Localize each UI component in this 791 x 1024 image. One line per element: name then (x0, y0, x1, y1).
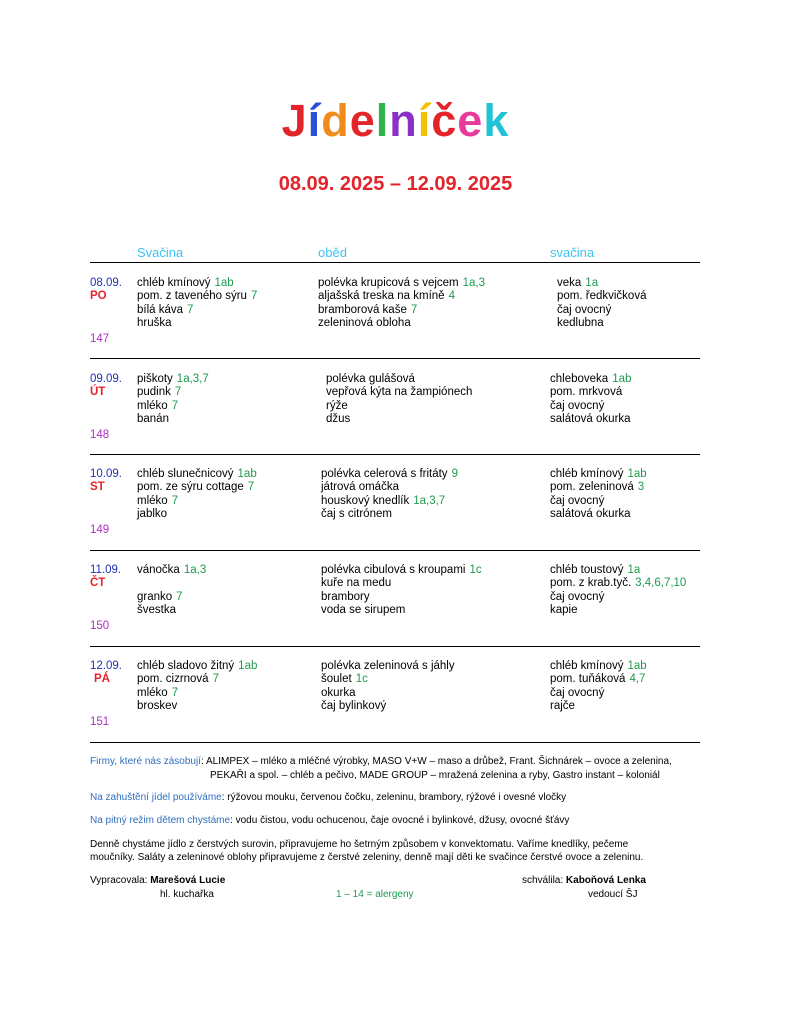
menu-item (137, 673, 257, 686)
dish-name: čaj ovocný (550, 686, 605, 699)
menu-item (318, 304, 485, 317)
day-name: PÁ (94, 673, 110, 686)
day-date: 10.09. (90, 468, 122, 480)
drinking-text: : vodu čistou, vodu ochucenou, čaje ovocné i bylinkové, džusy, ovocné šťávy (230, 815, 570, 826)
afternoon-snack-cell (550, 564, 686, 618)
menu-item (137, 508, 257, 521)
dish-name: šoulet (321, 673, 352, 686)
menu-item (550, 591, 686, 604)
menu-item (550, 700, 647, 713)
suppliers-text-1: : ALIMPEX – mléko a mléčné výrobky, MASO V+W – maso a drůbež, Frant. Šichnárek – ovoce a zelenina, (200, 756, 672, 767)
menu-item (137, 564, 206, 577)
prepared-by (90, 874, 225, 888)
menu-item (326, 400, 472, 413)
menu-item (557, 304, 646, 317)
dish-name: kuře na medu (321, 577, 392, 590)
menu-item (137, 481, 257, 494)
divider (90, 646, 700, 647)
menu-item (321, 687, 455, 700)
lunch-cell (321, 660, 455, 714)
dish-name: jablko (137, 508, 168, 521)
allergen-codes: 7 (171, 494, 179, 507)
lunch-cell (321, 468, 458, 522)
menu-item (137, 373, 209, 386)
day-label (90, 660, 122, 687)
dish-name: voda se sirupem (321, 604, 406, 617)
dish-name: čaj ovocný (550, 590, 605, 603)
afternoon-snack-cell (557, 277, 646, 331)
menu-item (137, 400, 209, 413)
dish-name: vepřová kýta na žampiónech (326, 386, 473, 399)
dish-name: chléb kmínový (550, 468, 624, 480)
menu-item (137, 277, 257, 290)
morning-snack-cell (137, 660, 257, 714)
dish-name: chléb toustový (550, 564, 624, 576)
dish-name: čaj bylinkový (321, 700, 387, 713)
menu-item (137, 660, 257, 673)
menu-item (321, 564, 482, 577)
dish-name: aljašská treska na kmíně (318, 290, 445, 303)
dish-name: játrová omáčka (321, 481, 399, 494)
morning-snack-cell (137, 564, 206, 618)
divider (90, 262, 700, 263)
dish-name: broskev (137, 700, 178, 713)
day-name: ÚT (90, 386, 106, 399)
allergens-legend: 1 – 14 = alergeny (336, 889, 414, 900)
afternoon-snack-cell (550, 468, 647, 522)
menu-item (326, 413, 472, 426)
menu-item (326, 386, 472, 399)
dish-name: salátová okurka (550, 508, 631, 521)
drinking-label: Na pitný režim dětem chystáme (90, 815, 231, 826)
note-line-2: moučníky. Saláty a zeleninové oblohy připravujeme z čerstvé zeleniny, denně mají děti ke svačince čerstvé ovoce a zeleninu. (90, 852, 644, 863)
dish-name: polévka krupicová s vejcem (318, 277, 459, 289)
menu-number: 147 (90, 332, 110, 345)
day-label (90, 468, 122, 495)
menu-item (321, 481, 458, 494)
menu-item (137, 317, 257, 330)
allergen-codes: 7 (171, 399, 179, 412)
menu-item (326, 373, 472, 386)
allergen-codes: 3,4,6,7,10 (635, 577, 687, 590)
dish-name: mléko (137, 686, 168, 699)
allergen-codes: 1ab (237, 468, 257, 480)
menu-item (550, 687, 647, 700)
menu-item (321, 591, 482, 604)
dish-name: čaj ovocný (550, 494, 605, 507)
dish-name: veka (557, 277, 582, 289)
dish-name: banán (137, 413, 169, 426)
menu-item (321, 660, 455, 673)
title-letter: e (349, 95, 376, 146)
dish-name: pom. ředkvičková (557, 290, 647, 303)
dish-name: pom. z krab.tyč. (550, 577, 632, 590)
dish-name: pudink (137, 386, 171, 399)
title-letter: č (431, 95, 458, 146)
allergen-codes: 1ab (627, 468, 647, 480)
day-date: 08.09. (90, 277, 122, 289)
title-letter: d (321, 95, 350, 146)
dish-name: mléko (137, 399, 168, 412)
dish-name: pom. z taveného sýru (137, 290, 247, 303)
menu-item (550, 495, 647, 508)
menu-item (318, 317, 485, 330)
allergen-codes: 7 (174, 386, 182, 399)
dish-name: brambory (321, 590, 370, 603)
dish-name: chléb slunečnicový (137, 468, 234, 480)
thickening-label: Na zahuštění jídel používáme (90, 792, 222, 803)
menu-item (321, 508, 458, 521)
allergen-codes: 7 (410, 303, 418, 316)
column-header-morning-snack: Svačina (137, 245, 184, 260)
dish-name: pom. cizrnová (137, 673, 209, 686)
dish-name: kedlubna (557, 317, 604, 330)
dish-name: čaj s citrónem (321, 508, 392, 521)
dish-name: hruška (137, 317, 172, 330)
allergen-codes: 1c (469, 564, 482, 576)
menu-item (550, 673, 647, 686)
dish-name: mléko (137, 494, 168, 507)
menu-item (321, 700, 455, 713)
afternoon-snack-cell (550, 660, 647, 714)
menu-item (321, 577, 482, 590)
title-letter: l (375, 95, 390, 146)
morning-snack-cell (137, 373, 209, 427)
dish-name: polévka gulášová (326, 373, 415, 385)
dish-name: čaj ovocný (550, 399, 605, 412)
dish-name: švestka (137, 604, 176, 617)
allergen-codes: 4 (448, 290, 455, 303)
menu-item (137, 591, 206, 604)
allergen-codes: 1a (585, 277, 599, 289)
dish-name: vánočka (137, 564, 180, 576)
menu-item (321, 495, 458, 508)
menu-number: 149 (90, 523, 110, 536)
approved-by (522, 874, 646, 888)
approved-role: vedoucí ŠJ (588, 889, 638, 900)
day-date: 11.09. (90, 564, 122, 576)
thickening-info (90, 791, 566, 805)
morning-snack-cell (137, 277, 257, 331)
menu-item (550, 564, 686, 577)
divider (90, 454, 700, 455)
allergen-codes: 4,7 (629, 673, 646, 686)
dish-name: chléb kmínový (550, 660, 624, 672)
allergen-codes: 7 (187, 303, 194, 316)
dish-name: okurka (321, 686, 356, 699)
dish-name: bramborová kaše (318, 303, 407, 316)
dish-name: zeleninová obloha (318, 317, 411, 330)
menu-item (137, 700, 257, 713)
dish-name: chléb kmínový (137, 277, 211, 289)
divider (90, 550, 700, 551)
approved-name: Kaboňová Lenka (565, 875, 646, 886)
approved-label: schválila: (522, 875, 566, 886)
menu-item (137, 413, 209, 426)
allergen-codes: 1ab (238, 660, 258, 672)
suppliers-line-1 (90, 755, 672, 769)
title-letter: n (389, 95, 418, 146)
lunch-cell (326, 373, 472, 427)
allergen-codes: 1a,3 (183, 564, 207, 576)
menu-item (137, 468, 257, 481)
divider (90, 742, 700, 743)
lunch-cell (318, 277, 485, 331)
menu-item (550, 400, 631, 413)
day-date: 09.09. (90, 373, 122, 385)
prepared-label: Vypracovala: (90, 875, 151, 886)
menu-item (550, 660, 647, 673)
allergen-codes: 1a (627, 564, 641, 576)
dish-name: kapie (550, 604, 578, 617)
menu-item (321, 468, 458, 481)
menu-item (137, 304, 257, 317)
menu-item (557, 277, 646, 290)
dish-name: piškoty (137, 373, 173, 385)
menu-item (137, 386, 209, 399)
day-label (90, 373, 122, 400)
suppliers-line-2: PEKAŘI a spol. – chléb a pečivo, MADE GROUP – mražená zelenina a ryby, Gastro instant – koloniál (210, 770, 660, 781)
menu-item (321, 604, 482, 617)
dish-name: rýže (326, 399, 348, 412)
allergen-codes: 7 (176, 590, 183, 603)
allergen-codes: 1a,3,7 (413, 494, 446, 507)
menu-item (137, 604, 206, 617)
dish-name: čaj ovocný (557, 303, 612, 316)
allergen-codes: 1ab (627, 660, 647, 672)
day-name: ST (90, 481, 105, 494)
note-line-1: Denně chystáme jídlo z čerstvých surovin, připravujeme ho šetrným způsobem v konvektomatu. Vaříme knedlíky, pečeme (90, 839, 629, 850)
menu-item (550, 577, 686, 590)
dish-name: houskový knedlík (321, 494, 410, 507)
day-label (90, 564, 121, 591)
column-header-afternoon-snack: svačina (550, 245, 595, 260)
menu-number: 150 (90, 619, 110, 632)
allergen-codes: 1ab (214, 277, 234, 289)
title-letter: J (281, 95, 308, 146)
menu-number: 148 (90, 428, 110, 441)
dish-name: salátová okurka (550, 413, 631, 426)
morning-snack-cell (137, 468, 257, 522)
allergen-codes: 7 (171, 686, 179, 699)
dish-name: chléb sladovo žitný (137, 660, 235, 672)
menu-number: 151 (90, 715, 110, 728)
suppliers-label: Firmy, které nás zásobují (90, 756, 201, 767)
day-name: PO (90, 290, 107, 303)
column-header-lunch: oběd (318, 245, 347, 260)
day-label (90, 277, 122, 304)
menu-item (318, 290, 485, 303)
menu-item (550, 373, 631, 386)
menu-item (137, 495, 257, 508)
menu-item (550, 604, 686, 617)
dish-name: pom. mrkvová (550, 386, 623, 399)
dish-name: polévka celerová s fritáty (321, 468, 448, 480)
title-letter: í (307, 95, 322, 146)
menu-item (557, 317, 646, 330)
day-date: 12.09. (90, 660, 122, 672)
menu-item (550, 413, 631, 426)
dish-name: chleboveka (550, 373, 609, 385)
menu-item (318, 277, 485, 290)
allergen-codes: 1a,3,7 (176, 373, 209, 385)
menu-item (550, 481, 647, 494)
dish-name: džus (326, 413, 351, 426)
lunch-cell (321, 564, 482, 618)
menu-item (550, 386, 631, 399)
allergen-codes: 9 (451, 468, 458, 480)
allergen-codes: 7 (250, 290, 258, 303)
date-range: 08.09. 2025 – 12.09. 2025 (278, 173, 513, 195)
menu-item (137, 290, 257, 303)
day-name: ČT (90, 577, 106, 590)
dish-name: pom. ze sýru cottage (137, 481, 244, 494)
divider (90, 358, 700, 359)
dish-name: granko (137, 590, 173, 603)
afternoon-snack-cell (550, 373, 631, 427)
prepared-name: Marešová Lucie (150, 875, 226, 886)
title-letter: k (483, 95, 510, 146)
menu-item (137, 687, 257, 700)
dish-name: bílá káva (137, 303, 184, 316)
menu-item (550, 468, 647, 481)
dish-name: polévka zeleninová s jáhly (321, 660, 455, 672)
thickening-text: : rýžovou mouku, červenou čočku, zeleninu, brambory, rýžové i ovesné vločky (221, 792, 567, 803)
dish-name: pom. tuňáková (550, 673, 626, 686)
prepared-role: hl. kuchařka (160, 889, 214, 900)
dish-name: polévka cibulová s kroupami (321, 564, 466, 576)
menu-item (550, 508, 647, 521)
title-letter: í (417, 95, 432, 146)
allergen-codes: 3 (637, 481, 645, 494)
drinking-info (90, 814, 569, 828)
allergen-codes: 1c (355, 673, 368, 686)
menu-item (321, 673, 455, 686)
page-title (0, 96, 791, 146)
menu-item (557, 290, 646, 303)
allergen-codes: 1a,3 (462, 277, 486, 289)
dish-name: rajče (550, 700, 575, 713)
allergen-codes: 7 (247, 481, 255, 494)
dish-name: pom. zeleninová (550, 481, 634, 494)
allergen-codes: 7 (212, 673, 219, 686)
menu-item (137, 577, 206, 590)
title-letter: e (457, 95, 484, 146)
allergen-codes: 1ab (612, 373, 632, 385)
